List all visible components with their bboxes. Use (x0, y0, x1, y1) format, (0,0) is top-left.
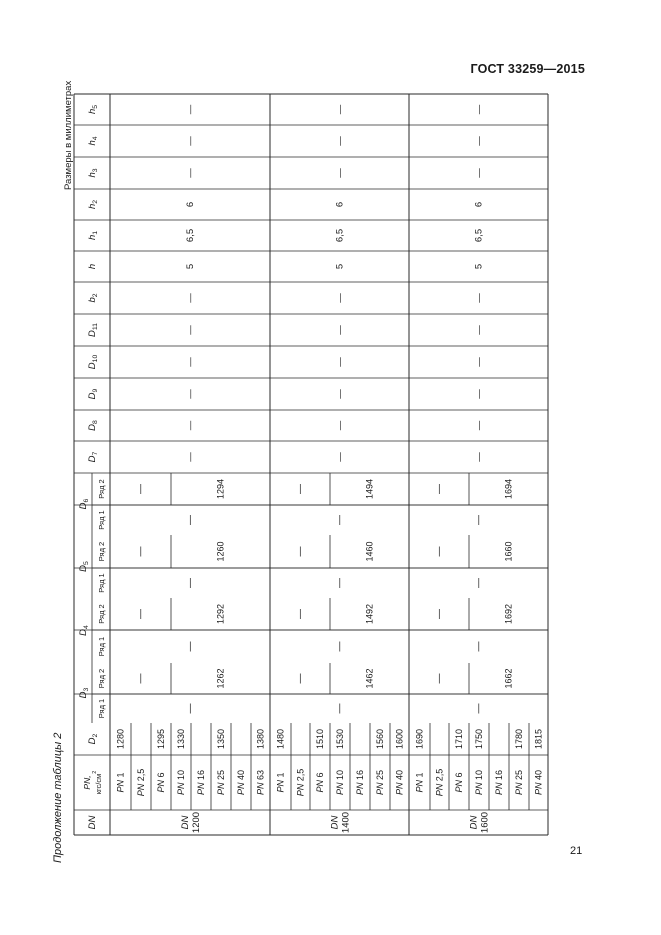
d5-row2-low-value: — (135, 546, 146, 557)
header-h2: $h_2$ (86, 199, 99, 210)
d2-value: 1350 (216, 728, 226, 750)
d3-row2-high-value: 1462 (364, 668, 375, 689)
d3-row2-high-value: 1662 (503, 668, 514, 689)
d6-row2-high-value: 1694 (503, 478, 514, 500)
b2-value: — (184, 293, 196, 303)
h2-value: 6 (473, 201, 484, 208)
h2-value: 6 (184, 201, 196, 208)
dn-value: 1200 (190, 811, 202, 834)
d11-value: — (184, 325, 196, 335)
header-d3-row1: Ряд 1 (96, 698, 106, 719)
d8-value: — (334, 420, 345, 431)
d4-row2-low-value: — (433, 609, 445, 619)
header-h5: $h_5$ (86, 104, 99, 115)
pn-value: PN 6 (156, 772, 166, 793)
h4-value: — (473, 136, 484, 146)
d4-row1-value: — (184, 641, 196, 652)
pn-value: PN 16 (196, 769, 206, 796)
dn-label: DN (179, 815, 191, 830)
d2-value: 1380 (255, 728, 266, 750)
h1-value: 6,5 (334, 228, 345, 243)
pn-value: PN 10 (335, 769, 345, 796)
d2-value: 1530 (335, 728, 345, 750)
d5-row2-low-value: — (433, 546, 445, 557)
d6-row2-high-value: 1494 (364, 478, 375, 500)
d3-row2-low-value: — (433, 673, 445, 684)
header-h3: $h_3$ (86, 168, 99, 178)
d4-row1-value: — (473, 641, 484, 652)
d3-row2-low-value: — (135, 673, 146, 684)
header-b2: $b_2$ (86, 293, 99, 303)
d7-value: — (473, 452, 484, 462)
d5-row2-high-value: 1460 (364, 541, 375, 562)
d10-value: — (334, 357, 345, 367)
d10-value: — (473, 357, 484, 367)
header-d3-row2: Ряд 2 (96, 668, 106, 689)
h-value: 5 (184, 263, 196, 270)
header-d11: $D_{11}$ (86, 323, 99, 337)
h4-value: — (184, 136, 196, 146)
header-d6: $D_6$ (77, 498, 90, 510)
header-d6-row2: Ряд 2 (96, 479, 106, 499)
d2-value: 1690 (414, 728, 425, 750)
h5-value: — (184, 104, 196, 115)
b2-value: — (334, 293, 345, 303)
pn-value: PN 25 (216, 769, 226, 796)
header-d4-row1: Ряд 1 (96, 636, 106, 657)
d2-value: 1330 (176, 728, 186, 750)
dn-value: 1600 (479, 811, 490, 834)
d4-row2-high-value: 1492 (364, 603, 375, 625)
d3-row2-high-value: 1262 (215, 668, 226, 689)
h1-value: 6,5 (473, 228, 484, 243)
header-d6-row1: Ряд 1 (96, 510, 106, 530)
pn-value: PN 2,5 (136, 768, 146, 797)
d2-value: 1710 (454, 728, 464, 750)
d10-value: — (184, 357, 196, 367)
pn-value: PN 16 (494, 769, 504, 796)
h3-value: — (184, 168, 196, 178)
page-number: 21 (570, 845, 583, 857)
header-h1: $h_1$ (86, 230, 99, 241)
d5-row2-high-value: 1660 (503, 541, 514, 562)
pn-value: PN 1 (275, 772, 286, 793)
header-d5: $D_5$ (77, 561, 90, 572)
d4-row2-high-value: 1292 (215, 603, 226, 625)
dn-value: 1400 (340, 811, 351, 834)
d4-row2-high-value: 1692 (503, 603, 514, 625)
d6-row2-low-value: — (135, 484, 146, 494)
d3-row1-value: — (473, 703, 484, 714)
d5-row1-value: — (334, 578, 345, 588)
pn-value: PN 40 (394, 769, 405, 796)
d2-value: 1600 (394, 728, 405, 750)
d2-value: 1815 (533, 728, 544, 750)
h-value: 5 (334, 263, 345, 270)
pn-value: PN 10 (474, 769, 484, 796)
d8-value: — (184, 420, 196, 431)
pn-value: PN 40 (236, 769, 246, 796)
d2-value: 1560 (375, 728, 385, 750)
d9-value: — (334, 389, 345, 399)
header-pn-unit: кгс/$см^2$ (92, 770, 103, 795)
h-value: 5 (473, 263, 484, 270)
h3-value: — (334, 168, 345, 178)
header-d3: $D_3$ (77, 687, 90, 699)
d11-value: — (334, 325, 345, 335)
header-d5-row2: Ряд 2 (96, 541, 106, 562)
d3-row2-low-value: — (294, 673, 306, 684)
pn-value: PN 63 (255, 769, 266, 796)
h4-value: — (334, 136, 345, 146)
header-d8: $D_8$ (86, 420, 99, 431)
dn-label: DN (468, 815, 479, 830)
header-h: h (86, 263, 98, 270)
header-d5-row1: Ряд 1 (96, 573, 106, 593)
pn-value: PN 25 (514, 769, 524, 796)
d7-value: — (334, 452, 345, 462)
units-caption: Размеры в миллиметрах (63, 80, 74, 190)
pn-value: PN 6 (454, 772, 464, 793)
dn-label: DN (329, 815, 340, 830)
pn-value: PN 6 (315, 772, 325, 793)
d8-value: — (473, 420, 484, 431)
d7-value: — (184, 452, 196, 462)
d6-row1-value: — (473, 515, 484, 525)
d2-value: 1280 (115, 728, 126, 750)
b2-value: — (473, 293, 484, 303)
d6-row2-low-value: — (294, 484, 306, 494)
d4-row2-low-value: — (294, 609, 306, 619)
h5-value: — (334, 104, 345, 115)
h5-value: — (473, 104, 484, 115)
pn-value: PN 1 (115, 772, 126, 793)
d5-row1-value: — (473, 578, 484, 588)
pn-value: PN 16 (355, 769, 365, 796)
d2-value: 1780 (514, 728, 524, 750)
d6-row2-low-value: — (433, 484, 445, 494)
d2-value: 1510 (315, 728, 325, 750)
header-d4-row2: Ряд 2 (96, 604, 106, 624)
pn-value: PN 1 (414, 772, 425, 793)
d4-row1-value: — (334, 641, 345, 652)
pn-value: PN 10 (176, 769, 186, 796)
header-pn: PN, (82, 775, 92, 790)
header-d4: $D_4$ (77, 625, 90, 636)
header-d10: $D_{10}$ (86, 354, 99, 370)
pn-value: PN 2,5 (295, 768, 306, 797)
d6-row2-high-value: 1294 (215, 478, 226, 500)
d6-row1-value: — (184, 515, 196, 525)
d4-row2-low-value: — (135, 609, 146, 619)
d2-value: 1295 (156, 728, 166, 750)
document-standard-header: ГОСТ 33259—2015 (470, 62, 585, 76)
pn-value: PN 2,5 (434, 768, 445, 797)
d3-row1-value: — (184, 703, 196, 714)
d9-value: — (473, 389, 484, 399)
d2-value: 1750 (474, 728, 484, 750)
pn-value: PN 40 (533, 769, 544, 796)
header-d7: $D_7$ (86, 451, 99, 463)
header-d9: $D_9$ (86, 388, 99, 400)
d2-value: 1480 (275, 728, 286, 750)
d5-row2-high-value: 1260 (215, 541, 226, 562)
h1-value: 6,5 (184, 228, 196, 243)
d6-row1-value: — (334, 515, 345, 525)
d5-row2-low-value: — (294, 546, 306, 557)
d5-row1-value: — (184, 578, 196, 588)
header-h4: $h_4$ (86, 136, 99, 146)
h3-value: — (473, 168, 484, 178)
h2-value: 6 (334, 201, 345, 208)
header-dn: DN (86, 815, 98, 830)
d9-value: — (184, 389, 196, 399)
pn-value: PN 25 (375, 769, 385, 796)
table-continuation-caption: Продолжение таблицы 2 (52, 732, 64, 863)
header-d2: $D_2$ (86, 733, 99, 745)
d11-value: — (473, 325, 484, 335)
d3-row1-value: — (334, 703, 345, 714)
